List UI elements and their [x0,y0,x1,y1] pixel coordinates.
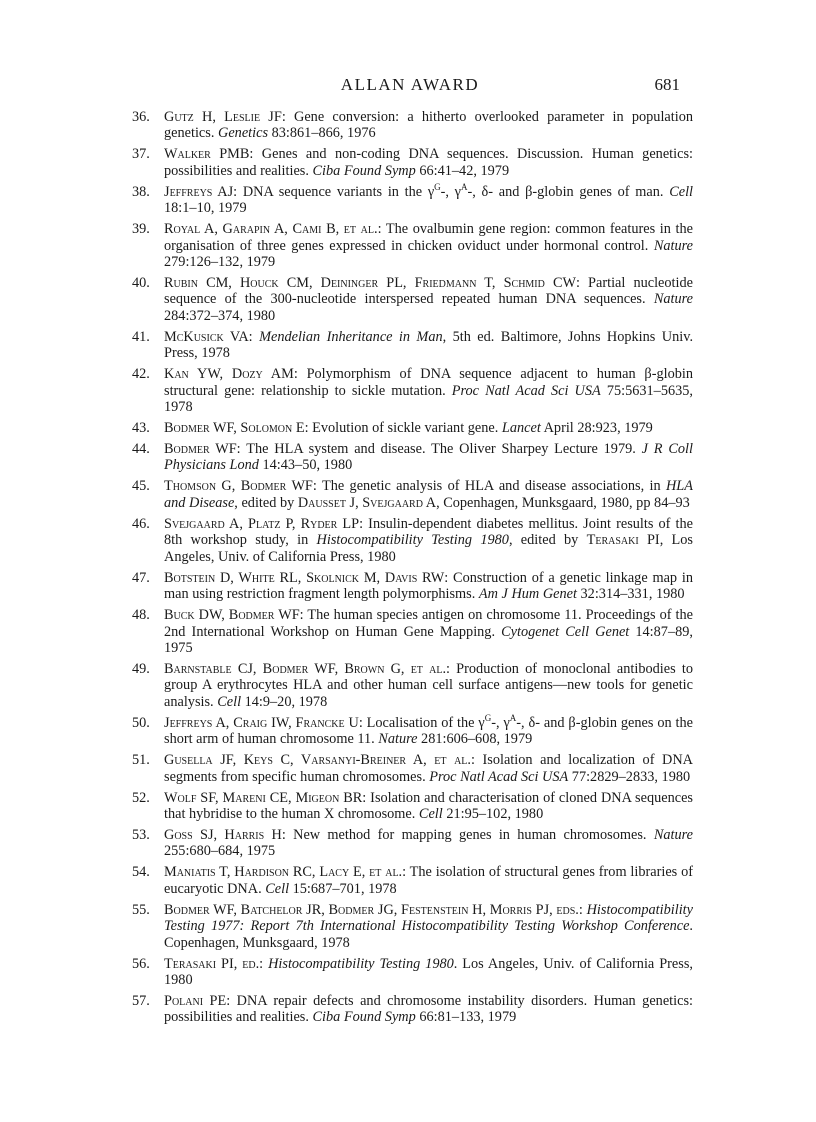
reference-text: A [461,182,468,193]
reference-text: , Copenhagen, Munksgaard, 1980, pp 84–93 [436,494,690,511]
reference-journal: HLA and Disease [164,478,693,511]
reference-authors: Terasaki PI [586,532,660,549]
reference-authors: Wolf SF, Mareni CE, Migeon BR [164,789,363,806]
reference-authors: Rubin CM, Houck CM, Deininger PL, Friedmann T, Schmid CW [164,275,576,292]
reference-text: : Insulin-dependent diabetes mellitus. Joint results of the 8th workshop study, in [164,515,693,549]
reference-journal: Histocompatibility Testing 1980 [268,955,454,972]
reference-authors: Bodmer WF, Batchelor JR, Bodmer JG, Festenstein H, Morris PJ, eds. [164,901,579,918]
reference-text: 15:687–701, 1978 [289,880,397,897]
reference-text: : Gene conversion: a hitherto overlooked parameter in population genetics. [164,109,693,142]
reference-text: , 5th ed. Baltimore, Johns Hopkins Univ. Press, 1978 [164,328,694,362]
reference-authors: Kan YW, Dozy AM [164,366,294,383]
reference-authors: Dausset J, Svejgaard A [297,494,437,511]
reference-text: : Construction of a genetic linkage map in man using restriction fragment length polymorphisms. [164,569,693,603]
reference-number: 40. [132,275,150,292]
reference-number: 42. [132,366,150,383]
reference-journal: Lancet [501,420,541,437]
reference-authors: Botstein D, White RL, Skolnick M, Davis RW [164,569,445,586]
reference-text: . Los Angeles, Univ. of California Press, 1980 [164,955,693,988]
reference-authors: Bodmer WF [164,441,237,458]
reference-item [132,329,693,362]
reference-text: , Los Angeles, Univ. of California Press, 1980 [164,532,693,565]
reference-text: : The HLA system and disease. The Oliver Sharpey Lecture 1979. [236,441,642,458]
reference-text: : Production of monoclonal antibodies to group A erythrocytes HLA and other human cell surface antigens—new tools for genetic analysis. [164,660,693,710]
reference-number: 36. [132,109,150,125]
reference-journal: Cell [418,805,443,822]
reference-number: 48. [132,607,150,624]
reference-journal: Genetics [218,125,269,142]
reference-text: : New method for mapping genes in human chromosomes. [281,826,654,843]
reference-journal: Ciba Found Symp [312,1009,416,1026]
reference-list [132,109,693,1030]
page-number: 681 [654,75,680,94]
reference-authors: Thomson G, Bodmer WF [164,478,313,495]
reference-text: 32:314–331, 1980 [576,586,685,603]
reference-number: 54. [132,864,150,881]
reference-text: April 28:923, 1979 [540,420,653,437]
reference-authors: Maniatis T, Hardison RC, Lacy E, et al. [164,864,403,881]
reference-journal: Proc Natl Acad Sci USA [451,382,601,399]
reference-number: 47. [132,569,150,586]
reference-text: G [434,182,441,193]
reference-text: 75:5631–5635, 1978 [164,382,694,416]
reference-text: : The isolation of structural genes from libraries of eucaryotic DNA. [164,864,693,897]
reference-text: -, δ- and β-globin genes on the short arm of human chromosome 11. [164,714,693,748]
reference-number: 49. [132,660,150,677]
reference-item [132,221,693,270]
reference-text: , edited by [508,532,587,549]
reference-number: 55. [132,901,150,918]
reference-text: : The human species antigen on chromosome 11. Proceedings of the 2nd International Workshop on Human Gene Mapping. [164,607,693,640]
reference-text: 18:1–10, 1979 [164,200,247,217]
reference-number: 46. [132,515,150,532]
reference-item [132,607,693,656]
reference-text: , edited by [234,494,298,511]
reference-item [132,864,693,897]
reference-authors: Jeffreys A, Craig IW, Francke U [164,714,359,731]
reference-authors: Buck DW, Bodmer WF [164,607,300,624]
reference-item [132,956,693,989]
reference-number: 56. [132,955,150,972]
reference-item [132,661,693,710]
reference-authors: Gusella JF, Keys C, Varsanyi-Breiner A, et al. [164,752,471,769]
reference-text: : DNA sequence variants in the γ [233,183,435,200]
reference-number: 50. [132,714,150,731]
reference-journal: Cell [265,880,290,897]
reference-authors: Barnstable CJ, Bodmer WF, Brown G, et al. [164,660,447,677]
reference-journal: J R Coll Physicians Lond [164,441,693,474]
reference-text: : Polymorphism of DNA sequence adjacent to human β-globin structural gene: relationship to sickle mutation. [164,366,693,399]
reference-item [132,275,693,324]
reference-number: 57. [132,992,150,1009]
reference-item [132,712,693,748]
reference-text: 14:87–89, 1975 [164,623,693,656]
page-header [140,75,680,99]
reference-text: : [578,901,587,918]
reference-journal: Cell [217,693,242,710]
reference-number: 53. [132,826,150,843]
reference-text: 14:43–50, 1980 [258,457,353,474]
reference-item [132,478,693,511]
reference-journal: Am J Hum Genet [478,586,577,603]
reference-text: 279:126–132, 1979 [164,254,276,271]
reference-item [132,570,693,603]
reference-number: 39. [132,221,150,238]
reference-item [132,516,693,565]
reference-item [132,441,693,474]
reference-text: : Isolation and characterisation of cloned DNA sequences that hybridise to the human X chromosome. [164,789,693,822]
reference-item [132,790,693,823]
reference-text: : Evolution of sickle variant gene. [304,420,502,437]
reference-text: . Copenhagen, Munksgaard, 1978 [164,918,693,951]
reference-text: : Localisation of the γ [358,714,485,731]
reference-authors: Gutz H, Leslie JF [164,109,282,125]
reference-text: : DNA repair defects and chromosome instability disorders. Human genetics: possibilities and realities. [164,992,693,1026]
reference-authors: Bodmer WF, Solomon E [164,420,305,437]
reference-authors: Terasaki PI, ed. [164,955,260,972]
reference-item [132,366,693,415]
reference-text: G [484,712,492,723]
reference-text: : [259,955,269,972]
reference-authors: McKusick VA [164,328,249,345]
reference-authors: Polani PE [164,992,227,1009]
reference-text: : [248,328,260,345]
reference-text: A [509,712,517,723]
reference-text: -, γ [440,183,462,200]
reference-journal: Mendelian Inheritance in Man [259,328,443,345]
reference-journal: Histocompatibility Testing 1980 [316,532,509,549]
reference-text: -, γ [491,714,510,731]
reference-text: : The ovalbumin gene region: common features in the organisation of three genes expressed in chicken oviduct under hormonal control. [164,221,693,254]
reference-item [132,993,693,1026]
running-title: ALLAN AWARD [340,75,480,94]
reference-item [132,827,693,860]
reference-item [132,146,693,179]
reference-text: 66:81–133, 1979 [415,1009,517,1026]
reference-number: 51. [132,752,150,769]
reference-authors: Svejgaard A, Platz P, Ryder LP [164,515,360,532]
reference-item [132,902,693,951]
reference-journal: Nature [378,731,418,748]
reference-journal: Proc Natl Acad Sci USA [429,768,569,785]
reference-text: 66:41–42, 1979 [415,162,510,179]
reference-number: 43. [132,420,150,437]
reference-text: 77:2829–2833, 1980 [568,768,691,785]
reference-item [132,752,693,785]
reference-authors: Royal A, Garapin A, Cami B, et al. [164,221,378,238]
reference-text: 255:680–684, 1975 [164,843,276,860]
reference-journal: Cell [669,183,694,200]
reference-number: 52. [132,789,150,806]
reference-journal: Nature [653,237,693,254]
reference-text: 284:372–374, 1980 [164,307,276,324]
reference-number: 45. [132,478,150,495]
reference-text: 21:95–102, 1980 [442,805,544,822]
reference-text: : Partial nucleotide sequence of the 300-nucleotide interspersed repeated human DNA sequences. [164,275,693,308]
reference-text: : Isolation and localization of DNA segments from specific human chromosomes. [164,752,693,785]
reference-text: : Genes and non-coding DNA sequences. Discussion. Human genetics: possibilities and realities. [164,146,693,179]
reference-number: 44. [132,441,150,458]
reference-text: 83:861–866, 1976 [268,125,376,142]
reference-authors: Jeffreys AJ [164,183,234,200]
reference-text: -, δ- and β-globin genes of man. [467,183,670,200]
reference-authors: Goss SJ, Harris H [164,826,282,843]
reference-authors: Walker PMB [164,146,250,163]
reference-item [132,420,693,436]
reference-text: 281:606–608, 1979 [417,731,533,748]
reference-item [132,184,693,217]
reference-number: 41. [132,328,150,345]
reference-number: 37. [132,146,150,163]
reference-journal: Nature [653,291,693,308]
reference-text: : The genetic analysis of HLA and disease associations, in [312,478,666,495]
reference-number: 38. [132,183,150,200]
reference-journal: Ciba Found Symp [312,162,416,179]
reference-journal: Histocompatibility Testing 1977: Report 7th International Histocompatibility Testing Workshop Conference [164,901,694,935]
reference-journal: Cytogenet Cell Genet [501,623,630,640]
reference-text: 14:9–20, 1978 [241,693,328,710]
reference-journal: Nature [653,826,694,843]
reference-item [132,109,693,142]
